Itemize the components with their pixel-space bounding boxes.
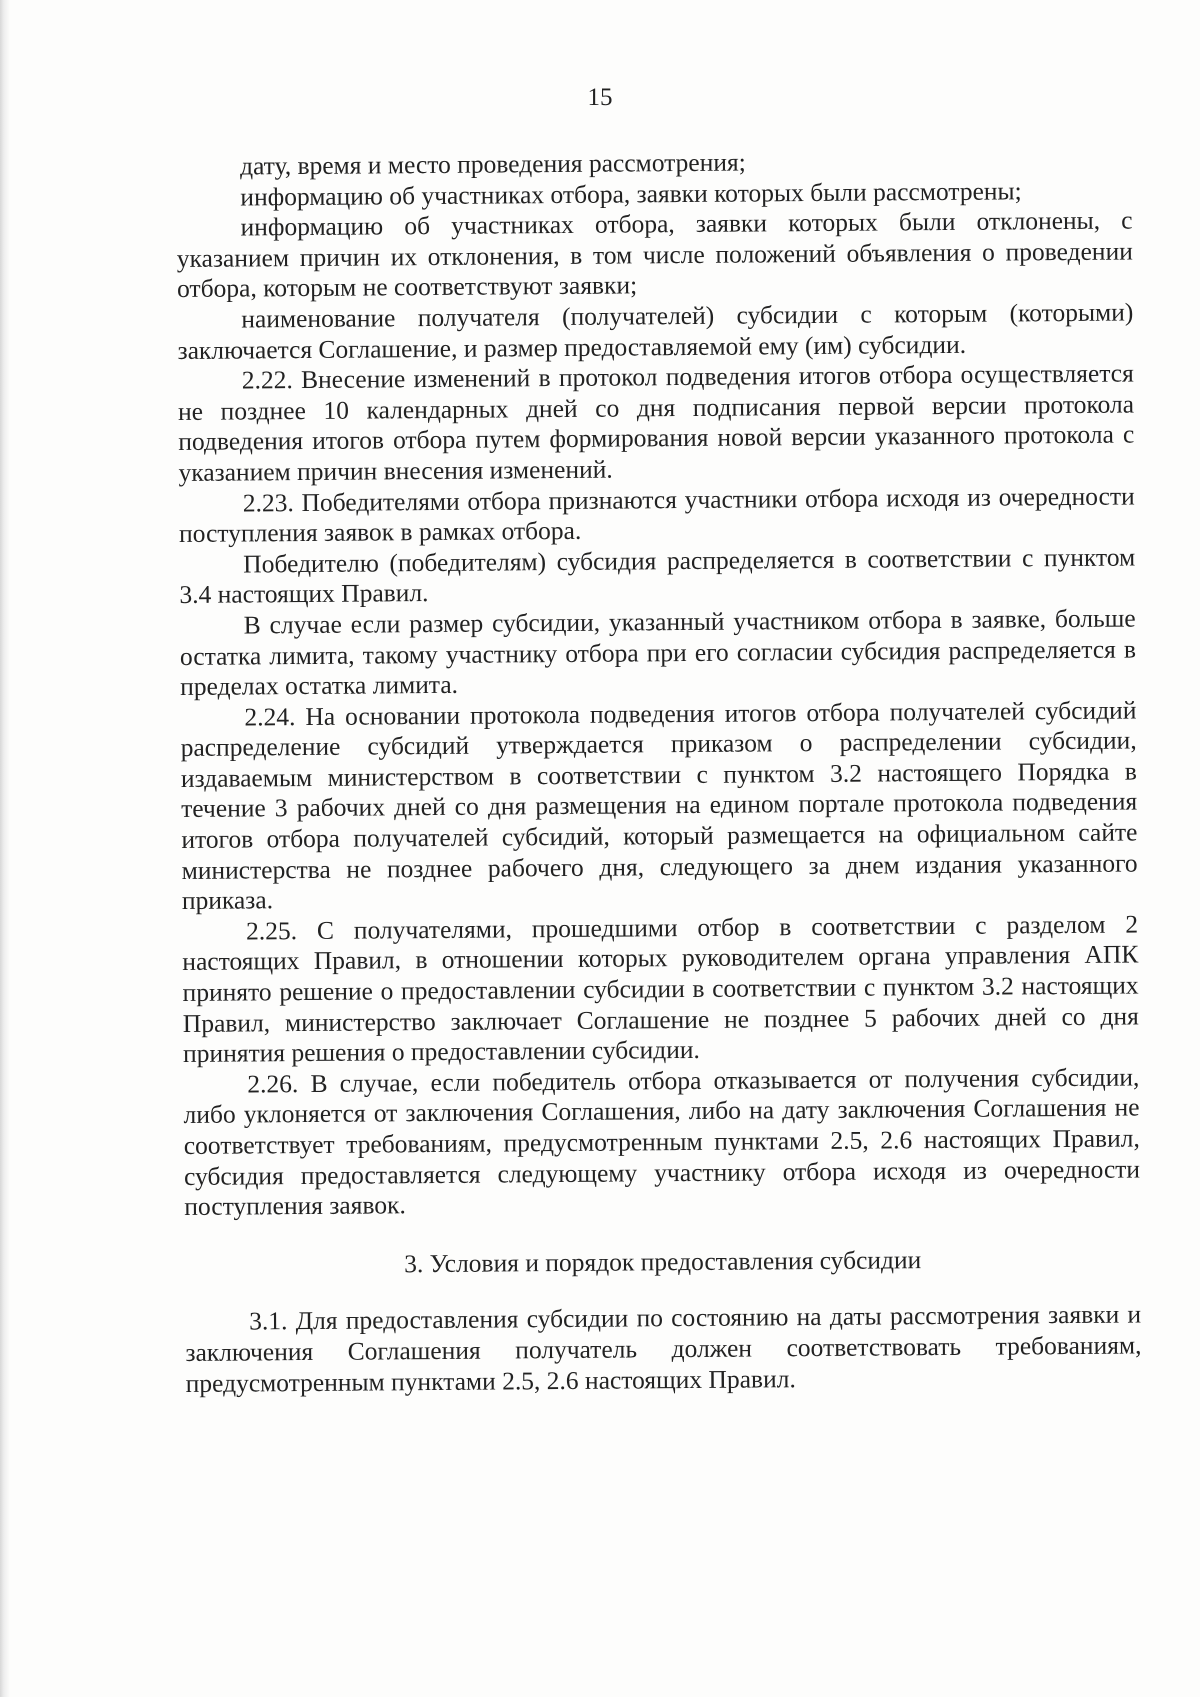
scan-edge-shadow	[0, 0, 10, 1697]
paragraph: дату, время и место проведения рассмотрения;	[239, 147, 746, 181]
paragraph: 2.25. С получателями, прошедшими отбор в соответствии с разделом 2 настоящих Правил, в отношении которых руководителем органа управления АПК принято решение о предоставлении субсидии в соответствии с пунктом 3.2 настоящих Правил, министерство заключает Соглашение не позднее 5 рабочих дней со дня принятия решения о предоставлении субсидии.	[182, 909, 1139, 1069]
paragraph: наименование получателя (получателей) субсидии с которым (которыми) заключается Соглашение, и размер предоставляемой ему (им) субсидии.	[177, 297, 1134, 365]
paragraph: В случае если размер субсидии, указанный участником отбора в заявке, больше остатка лимита, такому участнику отбора при его согласии субсидия распределяется в пределах остатка лимита.	[179, 603, 1137, 702]
paragraph: 2.23. Победителями отбора признаются участники отбора исходя из очередности поступления заявок в рамках отбора.	[178, 481, 1135, 549]
paragraph: 2.26. В случае, если победитель отбора отказывается от получения субсидии, либо уклоняется от заключения Соглашения, либо на дату заключения Соглашения не соответствует требованиям, предусмотренным пунктами 2.5, 2.6 настоящих Правил, субсидия предоставляется следующему участнику отбора исходя из очередности поступления заявок.	[183, 1062, 1141, 1222]
paragraph: Победителю (победителям) субсидия распределяется в соответствии с пунктом 3.4 настоящих Правил.	[179, 542, 1136, 610]
paragraph: информацию об участниках отбора, заявки которых были рассмотрены;	[240, 175, 1022, 212]
document-body	[176, 144, 1142, 1399]
paragraph: 2.22. Внесение изменений в протокол подведения итогов отбора осуществляется не позднее 10 календарных дней со дня подписания первой версии протокола подведения итогов отбора путем формирования новой версии указанного протокола с указанием причин внесения изменений.	[177, 358, 1135, 487]
paragraph: 2.24. На основании протокола подведения итогов отбора получателей субсидий распределение субсидий утверждается приказом о распределении субсидии, издаваемым министерством в соответствии с пунктом 3.2 настоящего Порядка в течение 3 рабочих дней со дня размещения на едином портале протокола подведения итогов отбора получателей субсидий, который размещается на официальном сайте министерства не позднее рабочего дня, следующего за днем издания указанного приказа.	[180, 695, 1138, 916]
paragraph: информацию об участниках отбора, заявки которых были отклонены, с указанием причин их отклонения, в том числе положений объявления о проведении отбора, которым не соответствуют заявки;	[176, 205, 1133, 304]
page-number: 15	[587, 84, 613, 111]
section-heading: 3. Условия и порядок предоставления субсидии	[404, 1244, 922, 1279]
paragraph: 3.1. Для предоставления субсидии по состоянию на даты рассмотрения заявки и заключения Соглашения получатель должен соответствовать требованиям, предусмотренным пунктами 2.5, 2.6 настоящих Правил.	[185, 1299, 1142, 1398]
